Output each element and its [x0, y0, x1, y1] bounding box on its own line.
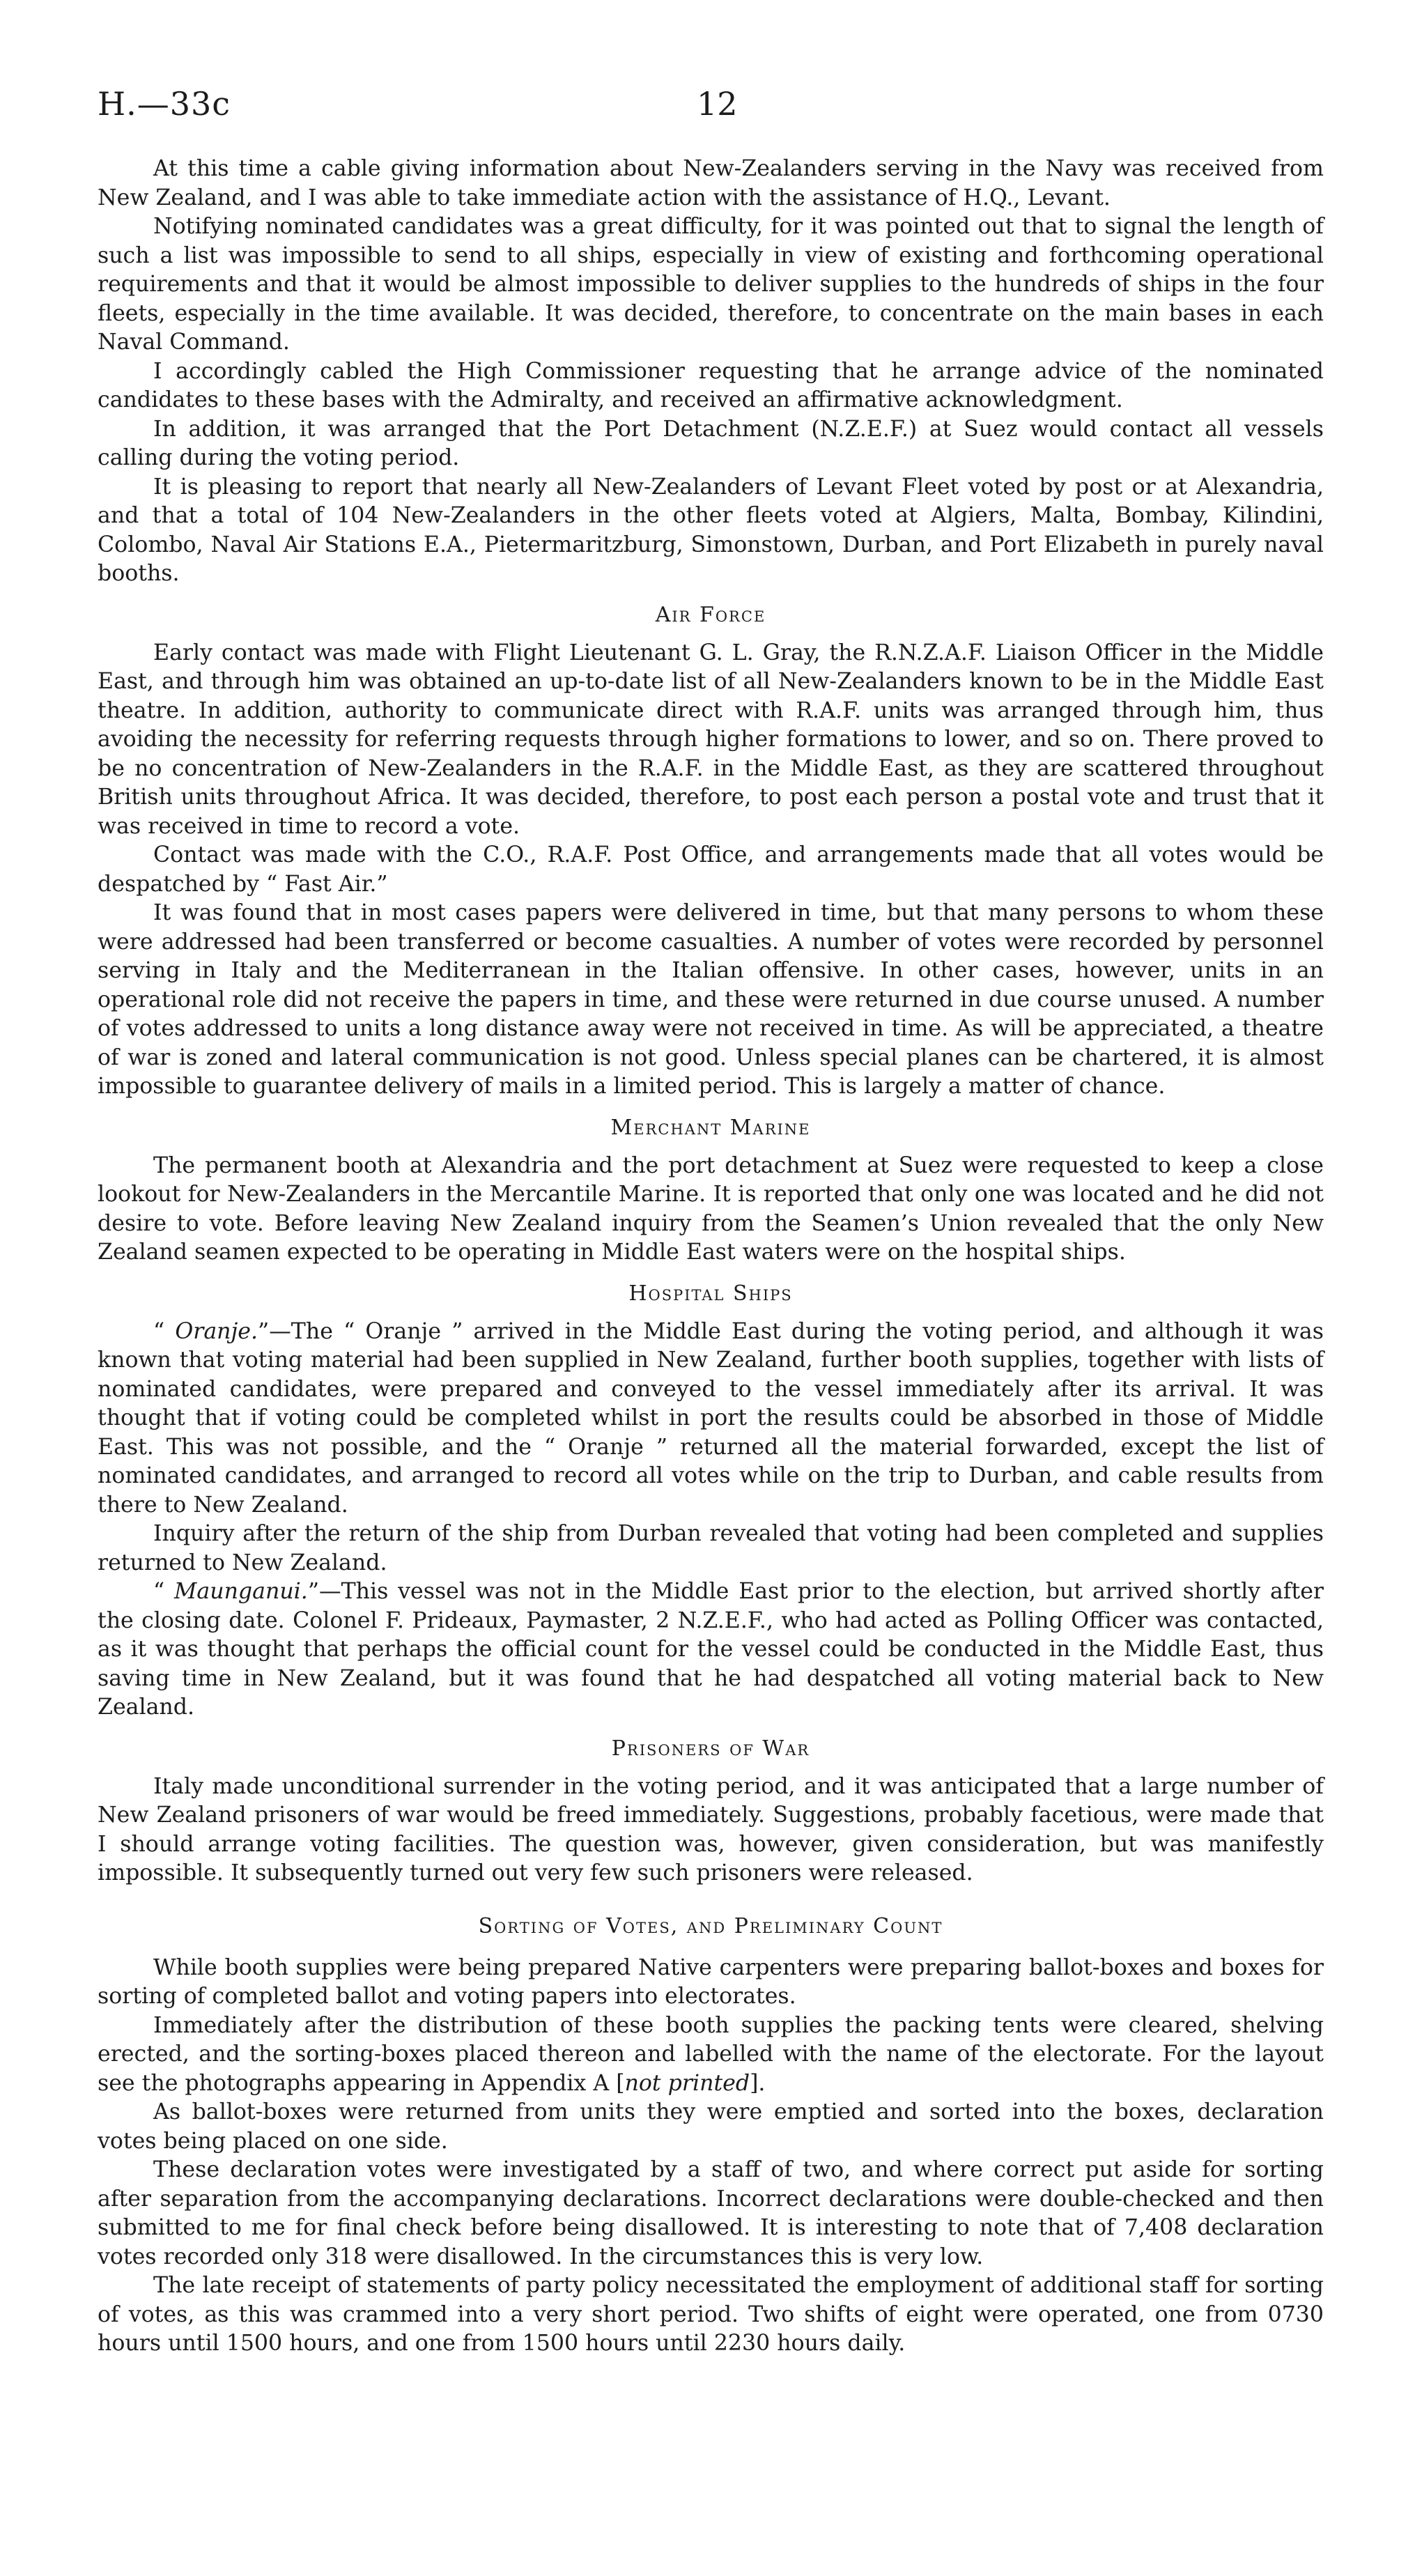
quote-mark: “ — [153, 1579, 175, 1604]
paragraph: Italy made unconditional surrender in the voting period, and it was anticipated that a large number of New Zealand prisoners of war would be freed immediately. Suggestions, probably facetious, were made that I should arrange voting facilities. The question was, however, given consideration, but was manifestly impossible. It subsequently turned out very few such prisoners were released. — [98, 1773, 1324, 1885]
paragraph: At this time a cable giving information about New-Zealanders serving in the Navy was received from New Zealand, and I was able to take immediate action with the assistance of H.Q., Levant. — [98, 156, 1324, 210]
page-number: 12 — [697, 85, 738, 123]
section-heading-merchant-marine: Merchant Marine — [610, 1115, 811, 1140]
navy-section — [98, 155, 1324, 589]
ship-name-oranje: Oranje. — [175, 1318, 258, 1344]
paragraph: While booth supplies were being prepared Native carpenters were preparing ballot-boxes and boxes for sorting of completed ballot and voting papers into electorates. — [98, 1954, 1324, 2009]
prisoners-of-war-section — [98, 1734, 1324, 1888]
paragraph: Contact was made with the C.O., R.A.F. Post Office, and arrangements made that all votes would be despatched by “ Fast Air.” — [98, 842, 1324, 897]
paragraph: Notifying nominated candidates was a great difficulty, for it was pointed out that to signal the length of such a list was impossible to send to all ships, especially in view of existing and forthcoming operational requirements and that it would be almost impossible to deliver supplies to the hundreds of ships in the four fleets, especially in the time available. It was decided, therefore, to concentrate on the main bases in each Naval Command. — [98, 214, 1324, 355]
page-header — [98, 85, 1324, 141]
paragraph: As ballot-boxes were returned from units they were emptied and sorted into the boxes, declaration votes being placed on one side. — [98, 2099, 1324, 2154]
paragraph: These declaration votes were investigated by a staff of two, and where correct put aside for sorting after separation from the accompanying declarations. Incorrect declarations were double-checked and then submitted to me for final check before being disallowed. It is interesting to note that of 7,408 declaration votes recorded only 318 were disallowed. In the circumstances this is very low. — [98, 2157, 1324, 2269]
paragraph: In addition, it was arranged that the Port Detachment (N.Z.E.F.) at Suez would contact all vessels calling during the voting period. — [98, 416, 1324, 470]
air-force-section — [98, 601, 1324, 1102]
document-reference: H.—33c — [98, 85, 231, 123]
section-heading-prisoners-of-war: Prisoners of War — [611, 1736, 810, 1761]
quote-mark: “ — [153, 1318, 176, 1344]
paragraph: I accordingly cabled the High Commissioner requesting that he arrange advice of the nominated candidates to these bases with the Admiralty, and received an affirmative acknowledgment. — [98, 358, 1324, 412]
paragraph — [98, 1578, 1324, 1722]
paragraph: It was found that in most cases papers were delivered in time, but that many persons to whom these were addressed had been transferred or become casualties. A number of votes were recorded by personnel serving in Italy and the Mediterranean in the Italian offensive. In other cases, however, units in an operational role did not receive the papers in time, and these were returned in due course unused. A number of votes addressed to units a long distance away were not received in time. As will be appreciated, a theatre of war is zoned and lateral communication is not good. Unless special planes can be chartered, it is almost impossible to guarantee delivery of mails in a limited period. This is largely a matter of chance. — [98, 900, 1324, 1099]
ship-name-maunganui: Maunganui. — [174, 1579, 308, 1604]
page-body — [98, 155, 1324, 2359]
merchant-marine-section — [98, 1113, 1324, 1267]
paragraph-text: ”—The “ Oranje ” arrived in the Middle East during the voting period, and although it was known that voting material had been supplied in New Zealand, further booth supplies, together with lists of nominated candidates, were prepared and conveyed to the vessel immediately after its arrival. It was thought that if voting could be completed whilst in port the results could be absorbed in those of Middle East. This was not possible, and the “ Oranje ” returned all the material forwarded, except the list of nominated candidates, and arranged to record all votes while on the trip to Durban, and cable results from there to New Zealand. — [98, 1318, 1324, 1518]
paragraph: The permanent booth at Alexandria and the port detachment at Suez were requested to keep a close lookout for New-Zealanders in the Mercantile Marine. It is reported that only one was located and he did not desire to vote. Before leaving New Zealand inquiry from the Seamen’s Union revealed that the only New Zealand seamen expected to be operating in Middle East waters were on the hospital ships. — [98, 1152, 1324, 1265]
paragraph — [98, 1318, 1324, 1520]
section-heading-hospital-ships: Hospital Ships — [628, 1281, 793, 1306]
paragraph — [98, 2012, 1324, 2099]
paragraph-text: Immediately after the distribution of these booth supplies the packing tents were cleared, shelving erected, and the sorting-boxes placed thereon and labelled with the name of the electorate. For the layout see the photographs appearing in Appendix A [ — [98, 2012, 1324, 2096]
hospital-ships-section — [98, 1279, 1324, 1722]
paragraph: It is pleasing to report that nearly all New-Zealanders of Levant Fleet voted by post or at Alexandria, and that a total of 104 New-Zealanders in the other fleets voted at Algiers, Malta, Bombay, Kilindini, Colombo, Naval Air Stations E.A., Pietermaritzburg, Simonstown, Durban, and Port Elizabeth in purely naval booths. — [98, 474, 1324, 586]
section-heading-sorting: Sorting of Votes, and Preliminary Count — [478, 1913, 943, 1938]
section-heading-air-force: Air Force — [655, 602, 766, 627]
sorting-section — [98, 1912, 1324, 2359]
paragraph: Early contact was made with Flight Lieutenant G. L. Gray, the R.N.Z.A.F. Liaison Officer in the Middle East, and through him was obtained an up-to-date list of all New-Zealanders known to be in the Middle East theatre. In addition, authority to communicate direct with R.A.F. units was arranged through him, thus avoiding the necessity for referring requests through higher formations to lower, and so on. There proved to be no concentration of New-Zealanders in the R.A.F. in the Middle East, as they are scattered throughout British units throughout Africa. It was decided, therefore, to post each person a postal vote and trust that it was received in time to record a vote. — [98, 640, 1324, 839]
not-printed-note: not printed — [624, 2070, 750, 2096]
paragraph: Inquiry after the return of the ship from Durban revealed that voting had been completed and supplies returned to New Zealand. — [98, 1521, 1324, 1575]
paragraph-text: ”—This vessel was not in the Middle East prior to the election, but arrived shortly after the closing date. Colonel F. Prideaux, Paymaster, 2 N.Z.E.F., who had acted as Polling Officer was contacted, as it was thought that perhaps the official count for the vessel could be conducted in the Middle East, thus saving time in New Zealand, but it was found that he had despatched all voting material back to New Zealand. — [98, 1579, 1324, 1720]
paragraph: The late receipt of statements of party policy necessitated the employment of additional staff for sorting of votes, as this was crammed into a very short period. Two shifts of eight were operated, one from 0730 hours until 1500 hours, and one from 1500 hours until 2230 hours daily. — [98, 2273, 1324, 2356]
paragraph-text: ]. — [750, 2070, 766, 2096]
